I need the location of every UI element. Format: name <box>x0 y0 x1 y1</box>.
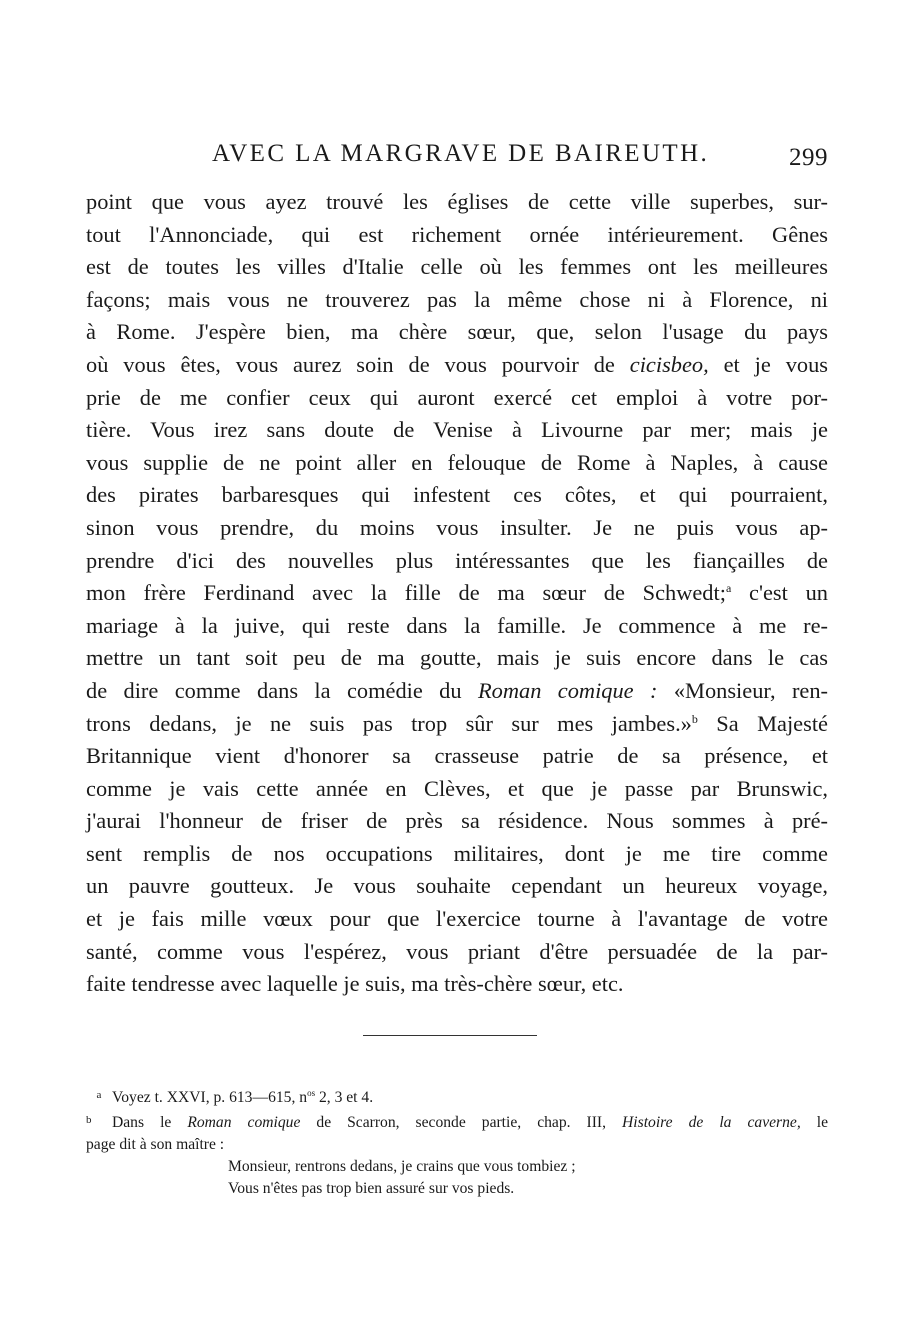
footnote-sup: os <box>307 1088 316 1098</box>
text-line: Britannique vient d'honorer sa crasseuse patrie de sa présence, et <box>86 743 828 769</box>
footnote-separator <box>363 1035 537 1036</box>
text-line: j'aurai l'honneur de friser de près sa résidence. Nous sommes à pré- <box>86 808 828 834</box>
text-line: point que vous ayez trouvé les églises de cette ville superbes, sur- <box>86 189 828 214</box>
text-line: et je fais mille vœux pour que l'exercice tourne à l'avantage de votre <box>86 906 828 932</box>
text-line: de dire comme dans la comédie du Roman comique : «Monsieur, ren- <box>86 677 828 703</box>
text-line: faite tendresse avec laquelle je suis, ma très-chère sœur, etc. <box>86 971 624 997</box>
text-line: santé, comme vous l'espérez, vous priant d'être persuadée de la par- <box>86 938 828 964</box>
footnote-verse: Vous n'êtes pas trop bien assuré sur vos pieds. <box>228 1180 515 1197</box>
text-line: mon frère Ferdinand avec la fille de ma sœur de Schwedt;$^a$ c'est un <box>86 580 828 606</box>
footnote-reference: a <box>725 581 732 596</box>
footnote-text: le <box>800 1114 829 1131</box>
page-header <box>86 140 828 174</box>
text-line: un pauvre goutteux. Je vous souhaite cependant un heureux voyage, <box>86 873 828 899</box>
footnote-title: Histoire de la caverne, <box>622 1114 801 1131</box>
text-line: mariage à la juive, qui reste dans la famille. Je commence à me re- <box>86 612 828 638</box>
text-line: des pirates barbaresques qui infestent ces côtes, et qui pourraient, <box>86 482 828 508</box>
footnote-mark: a <box>96 1089 102 1101</box>
text-line: façons; mais vous ne trouverez pas la même chose ni à Florence, ni <box>86 286 828 312</box>
text-line: comme je vais cette année en Clèves, et que je passe par Brunswic, <box>86 775 828 801</box>
page-number: 299 <box>789 144 828 171</box>
text-line: vous supplie de ne point aller en felouque de Rome à Naples, à cause <box>86 449 828 475</box>
italic-text: cicisbeo, <box>629 351 709 377</box>
footnote-title: Roman comique <box>187 1114 301 1131</box>
text-line: à Rome. J'espère bien, ma chère sœur, que, selon l'usage du pays <box>86 319 828 345</box>
text-line: tière. Vous irez sans doute de Venise à Livourne par mer; mais je <box>86 417 828 443</box>
text-line: où vous êtes, vous aurez soin de vous pourvoir de cicisbeo, et je vous <box>86 351 828 377</box>
footnote-text: 2, 3 et 4. <box>315 1089 374 1106</box>
footnote-verse: Monsieur, rentrons dedans, je crains que vous tombiez ; <box>228 1158 576 1175</box>
footnote-b-continued: page dit à son maître : <box>86 1136 225 1153</box>
text-line: tout l'Annonciade, qui est richement ornée intérieurement. Gênes <box>86 221 828 247</box>
footnote-mark: b <box>86 1114 92 1126</box>
text-line: prie de me confier ceux qui auront exercé cet emploi à votre por- <box>86 384 828 410</box>
text-line: sinon vous prendre, du moins vous insulter. Je ne puis vous ap- <box>86 514 828 540</box>
footnote-text: Dans le <box>112 1114 188 1131</box>
text-line: prendre d'ici des nouvelles plus intéressantes que les fiançailles de <box>86 547 828 573</box>
letter-body <box>86 186 828 1001</box>
text-line: mettre un tant soit peu de ma goutte, mais je suis encore dans le cas <box>86 645 828 671</box>
footnote-reference: b <box>691 711 698 726</box>
footnotes <box>86 1084 828 1200</box>
footnote-a <box>86 1084 828 1109</box>
text-line: est de toutes les villes d'Italie celle où les femmes ont les meilleures <box>86 254 828 280</box>
text-line: sent remplis de nos occupations militaires, dont je me tire comme <box>86 840 828 866</box>
footnote-b <box>86 1109 828 1134</box>
footnote-text: de Scarron, seconde partie, chap. III, <box>300 1114 623 1131</box>
text-line: trons dedans, je ne suis pas trop sûr sur mes jambes.»$^b$ Sa Majesté <box>86 710 828 736</box>
italic-text: Roman comique : <box>477 677 658 703</box>
running-head: AVEC LA MARGRAVE DE BAIREUTH. <box>212 140 710 167</box>
footnote-text: Voyez t. XXVI, p. 613—615, n <box>112 1089 308 1106</box>
